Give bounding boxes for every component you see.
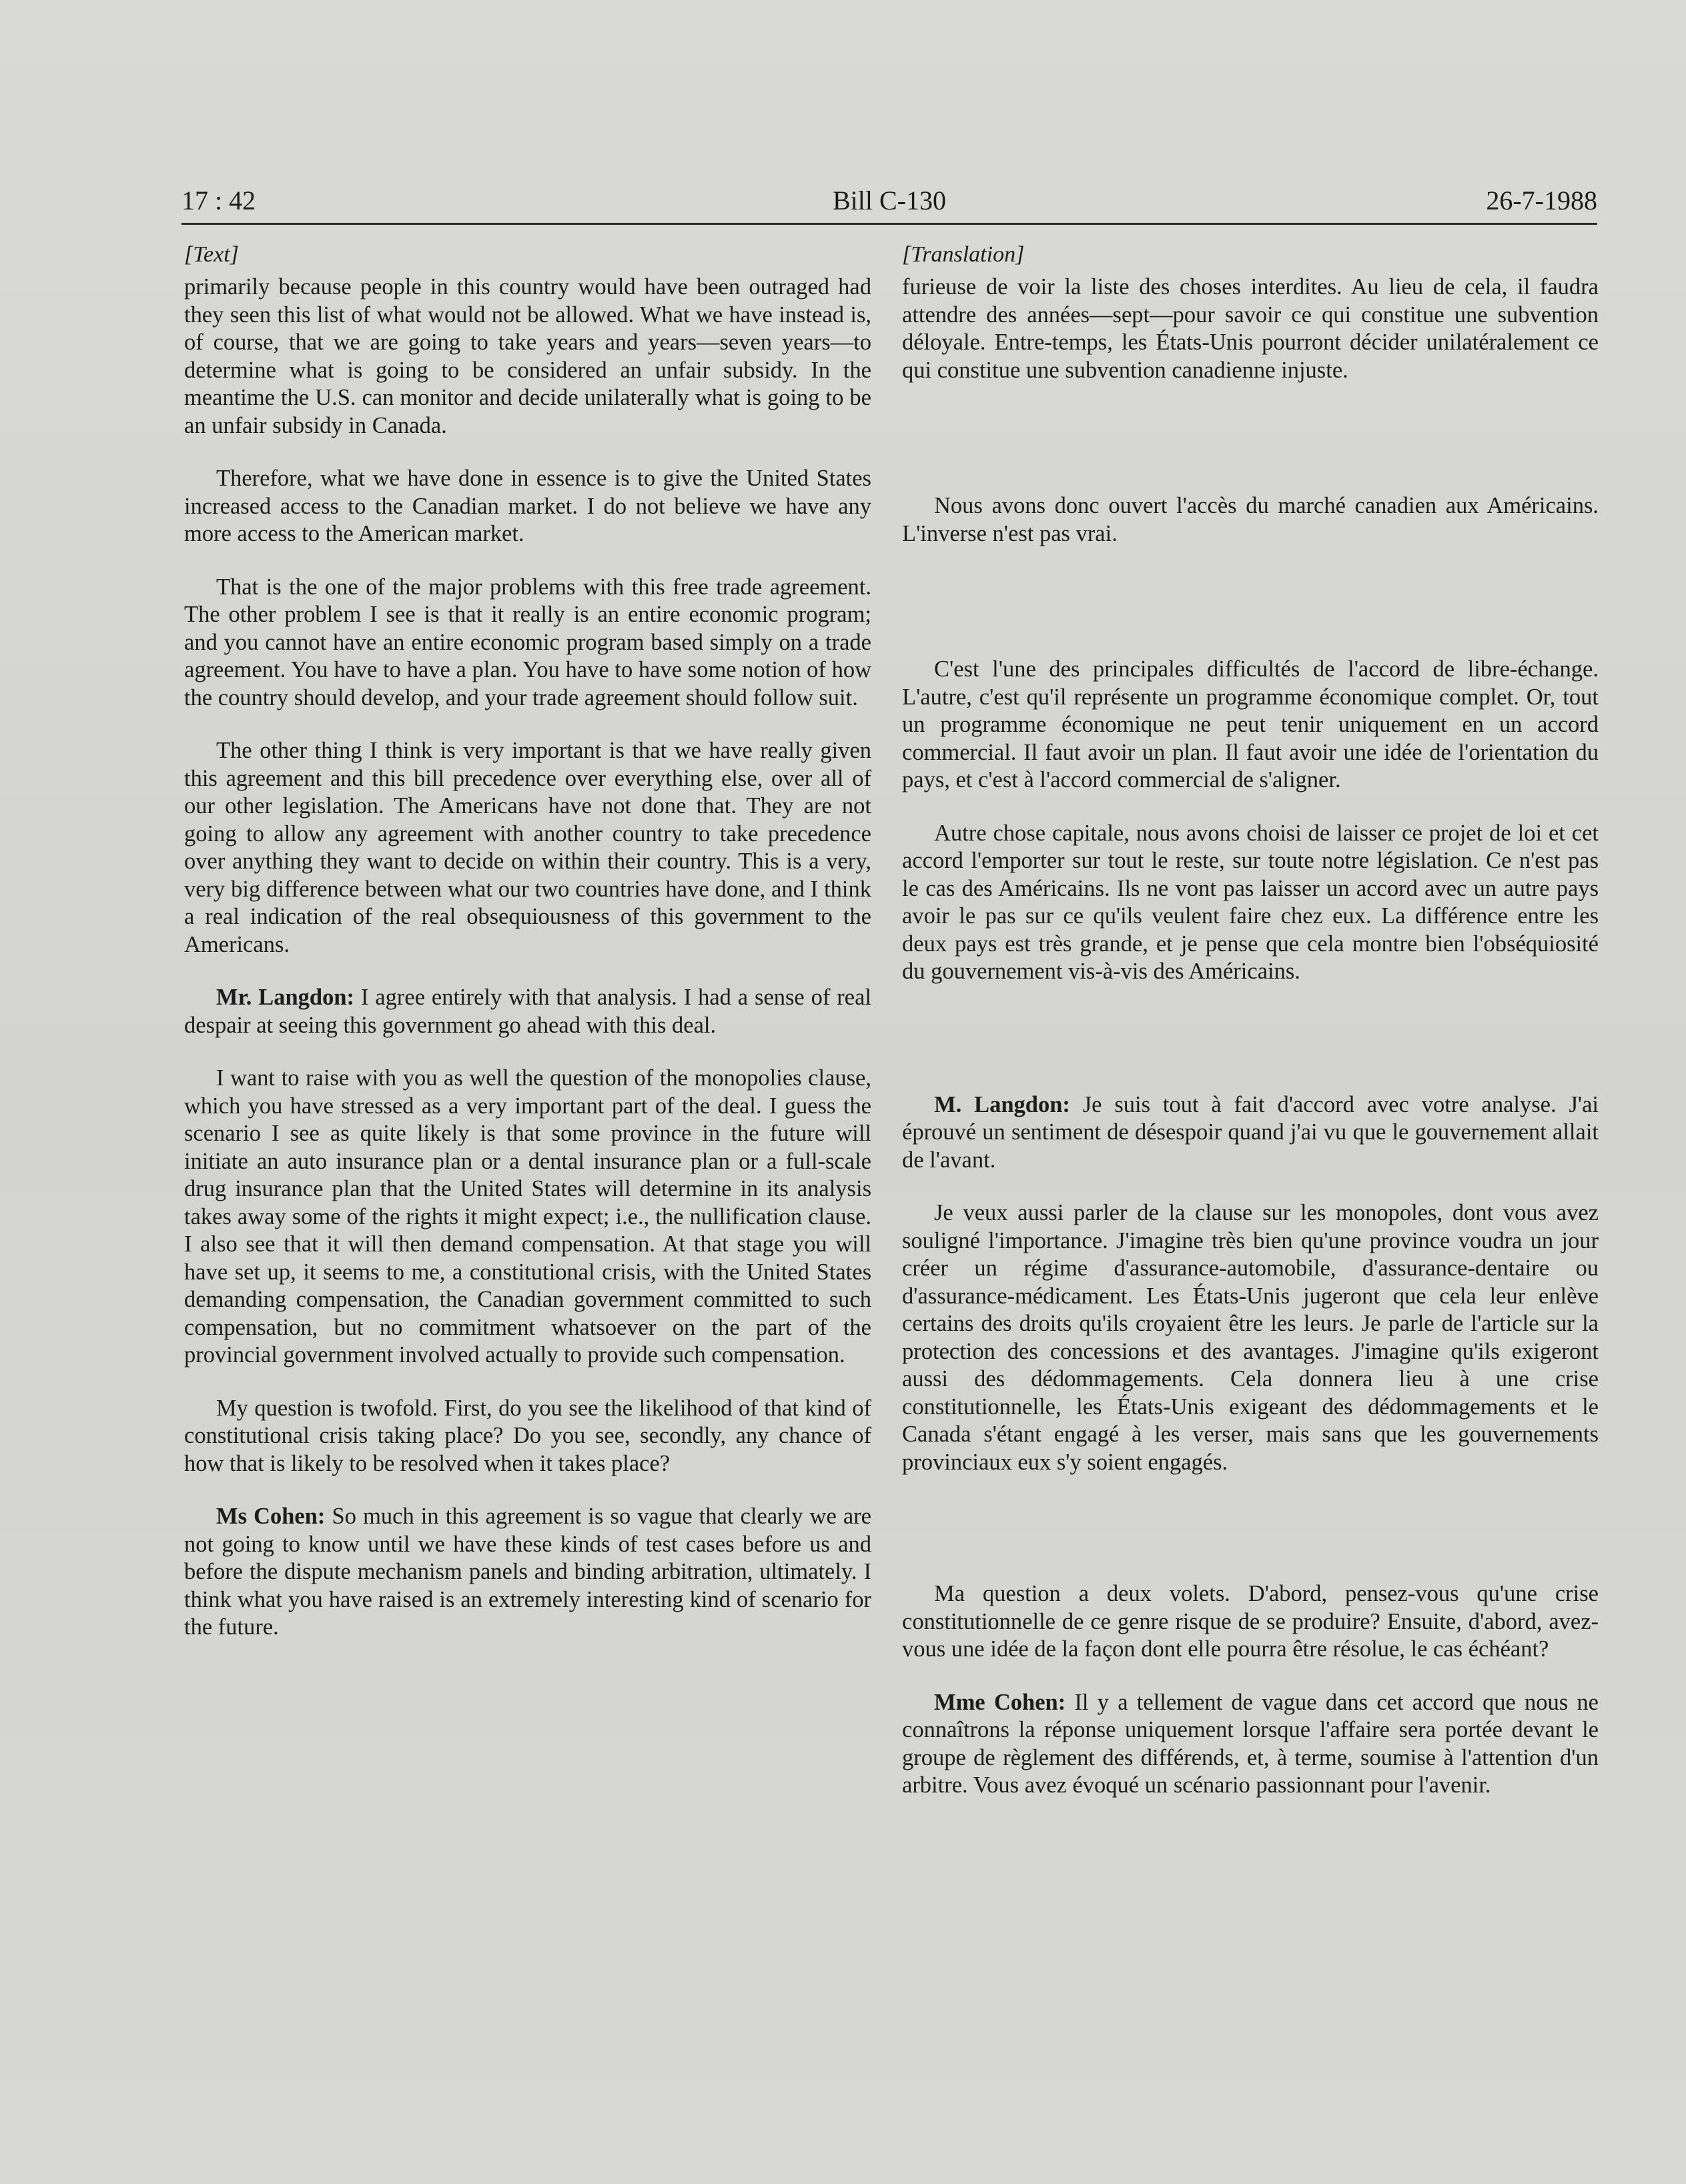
speech-text: I agree entirely with that analysis. I had a sense of real despair at seeing this government go ahead with this deal.: [184, 985, 871, 1038]
spacer: [902, 573, 1599, 656]
french-paragraph-4: Autre chose capitale, nous avons choisi de laisser ce projet de loi et cet accord l'emporter sur tout le reste, sur toute notre législation. Ce n'est pas le cas des Américains. Ils ne vont pas laisser un accord avec un autre pays avoir le pas sur ce qu'ils veulent faire chez eux. La différence entre les deux pays est très grande, et je pense que cela montre bien l'obséquiosité du gouvernement vis-à-vis des Américains.: [902, 820, 1599, 984]
french-paragraph-6: Je veux aussi parler de la clause sur les monopoles, dont vous avez souligné l'importance. J'imagine très bien qu'une province voudra un jour créer un régime d'assurance-automobile, d'assurance-dentaire ou d'assurance-médicament. Les États-Unis jugeront que cela leur enlève certains des droits qu'ils croyaient être les leurs. Je parle de l'article sur la protection des concessions et des avantages. J'imagine qu'ils exigeront aussi des dédommagements. Cela donnera lieu à une crise constitutionnelle, les États-Unis exigeant des dédommagements et le Canada s'étant engagé à les verser, mais sans que les gouvernements provinciaux eux s'y soient engagés.: [902, 1200, 1599, 1475]
french-paragraph-1: furieuse de voir la liste des choses interdites. Au lieu de cela, il faudra attendre des années—sept—pour savoir ce qui constitue une subvention déloyale. Entre-temps, les États-Unis pourront décider unilatéralement ce qui constitue une subvention canadienne injuste.: [902, 274, 1599, 383]
spacer: [902, 1011, 1599, 1091]
speaker-name: Mme Cohen:: [934, 1689, 1066, 1715]
page-header: [181, 181, 1597, 220]
page-number: 17 : 42: [181, 185, 256, 215]
english-paragraph-2: Therefore, what we have done in essence is to give the United States increased access to the Canadian market. I do not believe we have any more access to the American market.: [184, 466, 871, 546]
english-paragraph-6: I want to raise with you as well the question of the monopolies clause, which you have stressed as a very important part of the deal. I guess the scenario I see as quite likely is that some province in the future will initiate an auto insurance plan or a dental insurance plan or a full-scale drug insurance plan that the United States will determine in its analysis takes away some of the rights it might expect; i.e., the nullification clause. I also see that it will then demand compensation. At that stage you will have set up, it seems to me, a constitutional crisis, with the United States demanding compensation, the Canadian government committed to such compensation, but no commitment whatsoever on the part of the provincial government involved actually to provide such compensation.: [184, 1065, 871, 1368]
speaker-name: Mr. Langdon:: [216, 985, 355, 1010]
english-paragraph-4: The other thing I think is very important is that we have really given this agreement and this bill precedence over everything else, over all of our other legislation. The Americans have not done that. They are not going to allow any agreement with another country to take precedence over anything they want to decide on within their country. This is a very, very big difference between what our two countries have done, and I think a real indication of the real obsequiousness of this government to the Americans.: [184, 738, 871, 957]
speech-text: Il y a tellement de vague dans cet accord que nous ne connaîtrons la réponse uniquement lorsque l'affaire sera portée devant le groupe de règlement des différends, et, à terme, soumise à l'attention d'un arbitre. Vous avez évoqué un scénario passionnant pour l'avenir.: [902, 1689, 1599, 1798]
french-paragraph-8: [902, 1689, 1599, 1800]
speaker-name: Ms Cohen:: [216, 1504, 326, 1529]
spacer: [902, 410, 1599, 492]
english-paragraph-5: [184, 984, 871, 1039]
english-paragraph-1: primarily because people in this country would have been outraged had they seen this list of what would not be allowed. What we have instead is, of course, that we are going to take years and years—seven years—to determine what is going to be considered an unfair subsidy. In the meantime the U.S. can monitor and decide unilaterally what is going to be an unfair subsidy in Canada.: [184, 274, 871, 438]
french-column: [902, 240, 1599, 1825]
speech-text: Je suis tout à fait d'accord avec votre analyse. J'ai éprouvé un sentiment de désespoir quand j'ai vu que le gouvernement allait de l'avant.: [902, 1091, 1599, 1173]
bill-title: Bill C-130: [832, 185, 947, 215]
english-label: [Text]: [184, 242, 239, 267]
speech-text: So much in this agreement is so vague that clearly we are not going to know until we have these kinds of test cases before us and before the dispute mechanism panels and binding arbitration, ultimately. I think what you have raised is an extremely interesting kind of scenario for the future.: [184, 1504, 871, 1640]
english-paragraph-8: [184, 1503, 871, 1642]
spacer: [902, 1502, 1599, 1580]
french-paragraph-3: C'est l'une des principales difficultés de l'accord de libre-échange. L'autre, c'est qu'il représente un programme économique complet. Or, tout un programme économique ne peut tenir uniquement en un accord commercial. Il faut avoir un plan. Il faut avoir une idée de l'orientation du pays, et c'est à l'accord commercial de s'aligner.: [902, 656, 1599, 792]
french-paragraph-5: [902, 1091, 1599, 1175]
speaker-name: M. Langdon:: [934, 1091, 1070, 1117]
french-paragraph-2: Nous avons donc ouvert l'accès du marché canadien aux Américains. L'inverse n'est pas vrai.: [902, 493, 1599, 546]
french-paragraph-7: Ma question a deux volets. D'abord, pensez-vous qu'une crise constitutionnelle de ce genre risque de se produire? Ensuite, d'abord, avez-vous une idée de la façon dont elle pourra être résolue, le cas échéant?: [902, 1581, 1599, 1662]
page-date: 26-7-1988: [1486, 185, 1597, 215]
english-column: [184, 240, 871, 1667]
french-label: [Translation]: [902, 242, 1025, 267]
header-rule: [181, 223, 1597, 225]
english-paragraph-7: My question is twofold. First, do you see the likelihood of that kind of constitutional crisis taking place? Do you see, secondly, any chance of how that is likely to be resolved when it takes place?: [184, 1395, 871, 1476]
english-paragraph-3: That is the one of the major problems with this free trade agreement. The other problem I see is that it really is an entire economic program; and you cannot have an entire economic program based simply on a trade agreement. You have to have a plan. You have to have some notion of how the country should develop, and your trade agreement should follow suit.: [184, 574, 871, 710]
